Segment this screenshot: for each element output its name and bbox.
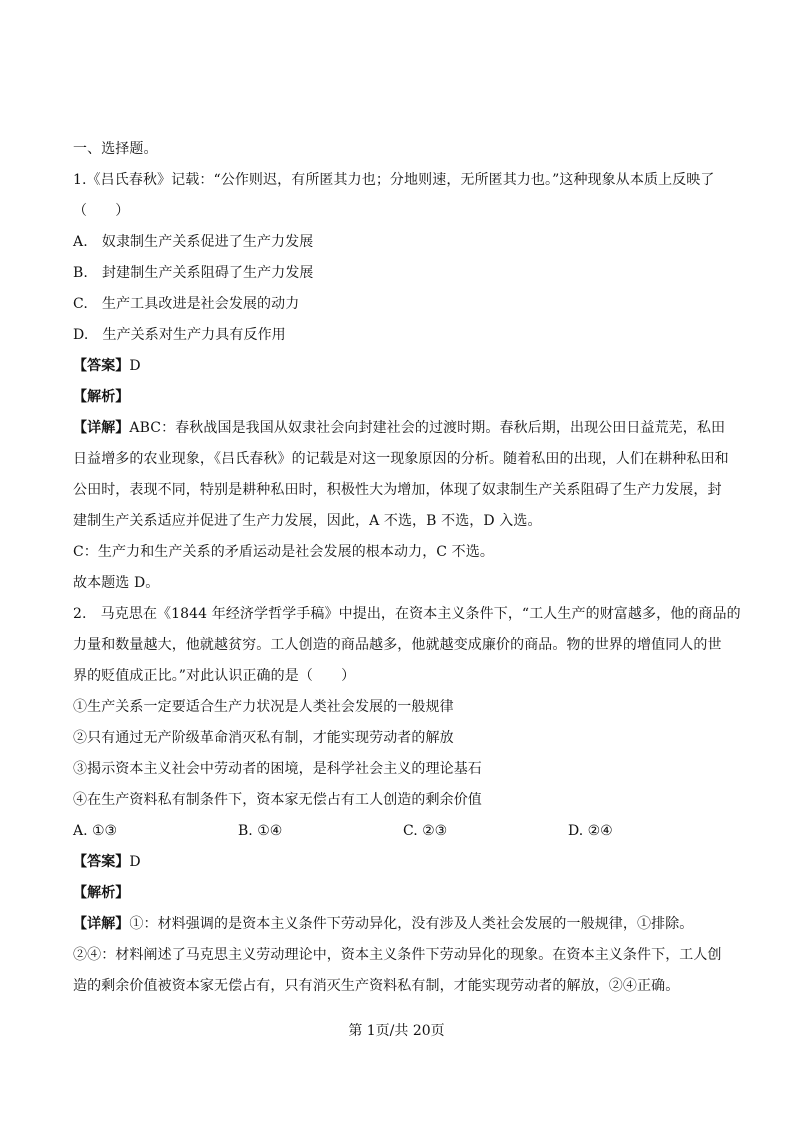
q1-detail-line-4: 建制生产关系适应并促进了生产力发展，因此，A 不选，B 不选，D 入选。 [73,513,542,529]
detail-label: 【详解】 [73,916,130,932]
q1-analysis-label: 【解析】 [73,389,130,405]
detail-text: ABC：春秋战国是我国从奴隶社会向封建社会的过渡时期。春秋后期，出现公田日益荒芜，私田 [129,420,726,436]
page-content [73,134,741,1002]
q2-option-d: D. ②④ [568,823,613,839]
detail-text: ①：材料强调的是资本主义条件下劳动异化，没有涉及人类社会发展的一般规律，①排除。 [129,916,694,932]
q2-statement-3: ③揭示资本主义社会中劳动者的困境，是科学社会主义的理论基石 [73,761,482,777]
section-title: 一、选择题。 [73,141,158,157]
q2-statement-1: ①生产关系一定要适合生产力状况是人类社会发展的一般规律 [73,699,454,715]
q1-detail-line-5: C：生产力和生产关系的矛盾运动是社会发展的根本动力，C 不选。 [73,544,494,560]
q2-option-c: C. ②③ [403,823,448,839]
q2-detail-line-1 [73,909,733,940]
q2-stem-line-3: 界的贬值成正比。”对此认识正确的是（ ） [73,668,356,684]
q2-statement-2: ②只有通过无产阶级革命消灭私有制，才能实现劳动者的解放 [73,730,454,746]
q2-stem-line-1: 2. 马克思在《1844 年经济学哲学手稿》中提出，在资本主义条件下，“工人生产的财富越多，他的商品的 [73,606,741,622]
q2-stem-line-2: 力量和数量越大，他就越贫穷。工人创造的商品越多，他就越变成廉价的商品。物的世界的增值同人的世 [73,637,722,653]
q2-option-b: B. ①④ [238,823,283,839]
q1-option-a: A. 奴隶制生产关系促进了生产力发展 [73,234,314,250]
q1-option-c: C. 生产工具改进是社会发展的动力 [73,296,300,312]
q2-statement-4: ④在生产资料私有制条件下，资本家无偿占有工人创造的剩余价值 [73,792,482,808]
q2-detail-line-3: 造的剩余价值被资本家无偿占有，只有消灭生产资料私有制，才能实现劳动者的解放，②④正确。 [73,978,680,994]
q2-answer [73,847,733,878]
q2-analysis-label: 【解析】 [73,885,130,901]
q1-detail-line-6: 故本题选 D。 [73,575,160,591]
answer-value: D [129,358,141,374]
answer-value: D [129,854,141,870]
page-footer: 第 1页/共 20页 [348,1023,445,1039]
answer-label: 【答案】 [73,854,130,870]
q1-stem-line-1: 1.《吕氏春秋》记载：“公作则迟，有所匿其力也；分地则速，无所匿其力也。”这种现象从本质上反映了 [73,172,715,188]
q1-detail-line-3: 公田时，表现不同，特别是耕种私田时，积极性大为增加，体现了奴隶制生产关系阻碍了生产力发展，封 [73,482,722,498]
q2-option-a: A. ①③ [73,823,118,839]
q1-answer [73,351,733,382]
detail-label: 【详解】 [73,420,130,436]
q2-detail-line-2: ②④：材料阐述了马克思主义劳动理论中，资本主义条件下劳动异化的现象。在资本主义条件下，工人创 [73,947,722,963]
answer-label: 【答案】 [73,358,130,374]
q1-option-d: D. 生产关系对生产力具有反作用 [73,327,286,343]
q1-stem-line-2: （ ） [73,203,130,219]
q1-option-b: B. 封建制生产关系阻碍了生产力发展 [73,265,314,281]
q1-detail-line-2: 日益增多的农业现象，《吕氏春秋》的记载是对这一现象原因的分析。随着私田的出现，人们在耕种私田和 [73,451,729,467]
q2-options-row [73,816,733,847]
q1-detail-line-1 [73,413,733,444]
